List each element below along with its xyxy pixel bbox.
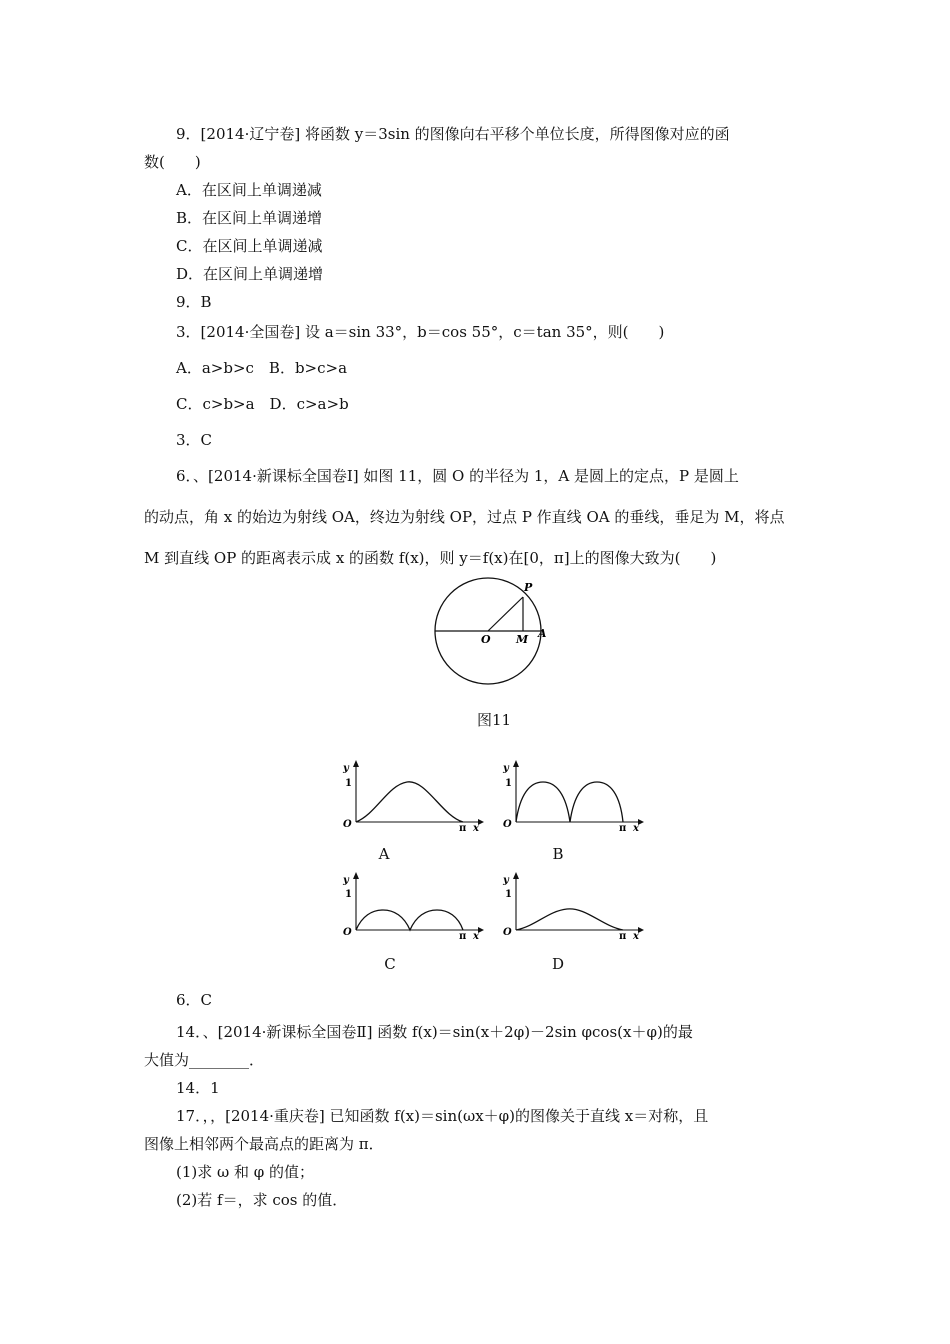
graph-c — [338, 870, 488, 950]
q3-answer: 3．C — [176, 431, 213, 449]
tick-one: 1 — [505, 889, 512, 900]
label-o: O — [481, 633, 491, 646]
graph-b — [498, 758, 648, 838]
q6-answer: 6．C — [176, 991, 213, 1009]
tick-one: 1 — [505, 778, 512, 789]
origin-label: O — [343, 927, 352, 938]
axis-x-label: x — [633, 931, 639, 942]
tick-one: 1 — [345, 889, 352, 900]
q17-line2: 图像上相邻两个最高点的距离为 π． — [144, 1135, 384, 1153]
graph-a — [338, 758, 488, 838]
label-m: M — [516, 633, 529, 646]
q17-line1: 17．，，[2014·重庆卷] 已知函数 f(x)＝sin(ωx＋φ)的图像关于直线 x＝对称，且 — [176, 1107, 709, 1125]
curve — [356, 782, 463, 822]
axis-y-label: y — [343, 763, 349, 774]
q6-line2: 的动点，角 x 的始边为射线 OA，终边为射线 OP，过点 P 作直线 OA 的垂线，垂足为 M，将点 — [144, 508, 785, 526]
label-a: A — [538, 627, 547, 640]
curve — [516, 909, 623, 930]
graph-b-caption: B — [552, 845, 564, 863]
segment-op — [488, 597, 523, 631]
q17-part1: (1)求 ω 和 φ 的值； — [176, 1163, 315, 1181]
q9-answer: 9．B — [176, 293, 212, 311]
graph-d — [498, 870, 648, 950]
q14-line1: 14．、[2014·新课标全国卷Ⅱ] 函数 f(x)＝sin(x＋2φ)－2sin φcos(x＋φ)的最 — [176, 1023, 693, 1041]
q6-line3: M 到直线 OP 的距离表示成 x 的函数 f(x)，则 y＝f(x)在[0，π]上的图像大致为( ) — [144, 549, 717, 567]
axis-x-label: x — [633, 823, 639, 834]
q14-line2: 大值为________． — [144, 1051, 265, 1069]
axis-x-label: x — [473, 823, 479, 834]
q9-option-a: A．在区间上单调递减 — [176, 181, 322, 199]
q9-line1: 9．[2014·辽宁卷] 将函数 y＝3sin 的图像向右平移个单位长度，所得图像对应的函 — [176, 125, 730, 143]
axis-x-label: x — [473, 931, 479, 942]
q6-line1: 6．、[2014·新课标全国卷Ⅰ] 如图 11，圆 O 的半径为 1，A 是圆上的定点，P 是圆上 — [176, 467, 739, 485]
origin-label: O — [503, 927, 512, 938]
origin-label: O — [503, 819, 512, 830]
q9-option-b: B．在区间上单调递增 — [176, 209, 323, 227]
circle-figure — [420, 575, 560, 690]
tick-pi: π — [459, 931, 467, 942]
origin-label: O — [343, 819, 352, 830]
label-p: P — [524, 581, 533, 594]
graph-a-caption: A — [378, 845, 390, 863]
q9-line2: 数( ) — [144, 153, 201, 171]
q3-line1: 3．[2014·全国卷] 设 a＝sin 33°，b＝cos 55°，c＝tan 35°，则( ) — [176, 323, 665, 341]
q3-options-ab: A．a>b>c B．b>c>a — [176, 359, 348, 377]
tick-pi: π — [619, 931, 627, 942]
q17-part2: (2)若 f＝，求 cos 的值． — [176, 1191, 348, 1209]
tick-one: 1 — [345, 778, 352, 789]
q9-option-c: C．在区间上单调递减 — [176, 237, 323, 255]
axis-y-label: y — [503, 875, 509, 886]
curve — [516, 782, 623, 822]
tick-pi: π — [459, 823, 467, 834]
figure-caption: 图11 — [476, 711, 512, 729]
q14-answer: 14．1 — [176, 1079, 220, 1097]
graph-d-caption: D — [551, 955, 565, 973]
y-axis-arrow — [353, 760, 359, 767]
axis-y-label: y — [503, 763, 509, 774]
graph-c-caption: C — [384, 955, 396, 973]
y-axis-arrow — [513, 872, 519, 879]
y-axis-arrow — [353, 872, 359, 879]
axis-y-label: y — [343, 875, 349, 886]
tick-pi: π — [619, 823, 627, 834]
q9-option-d: D．在区间上单调递增 — [176, 265, 324, 283]
y-axis-arrow — [513, 760, 519, 767]
curve — [356, 910, 463, 930]
q3-options-cd: C．c>b>a D．c>a>b — [176, 395, 349, 413]
